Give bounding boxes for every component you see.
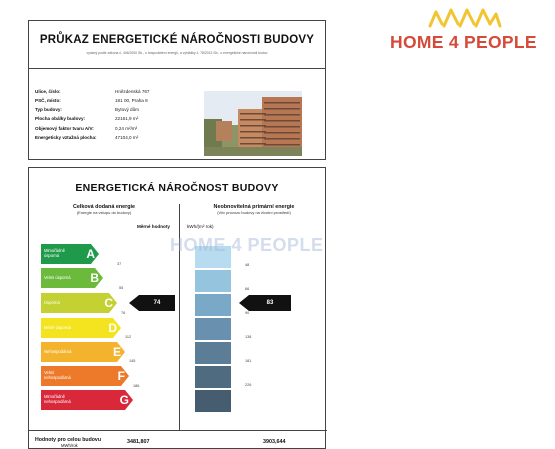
- band-f-label: Velmi nehospodárná: [44, 370, 71, 380]
- info-value: Bytový dům: [115, 107, 139, 112]
- band-c-label: Úsporná: [44, 299, 60, 305]
- totals-row: [29, 430, 327, 449]
- band-d-letter: D: [108, 321, 117, 335]
- right-tick: 66: [245, 287, 250, 291]
- crown-icon: [426, 6, 502, 30]
- energy-class-panel: [28, 167, 326, 449]
- band-d: [41, 318, 121, 338]
- band-b-label: Velmi úsporná: [44, 274, 71, 280]
- certificate-subtitle: vydaný podle zákona č. 406/2000 Sb., o hospodaření energií, a vyhlášky č. 78/2013 Sb., o energetické náročnosti budov: [86, 51, 268, 55]
- certificate-title: PRŮKAZ ENERGETICKÉ NÁROČNOSTI BUDOVY: [39, 34, 315, 46]
- band-d-label: Méně úsporná: [44, 324, 71, 330]
- right-band-7: [195, 390, 231, 412]
- info-label: PSČ, místo:: [35, 98, 61, 103]
- left-tick: 112: [125, 335, 132, 339]
- band-b: [41, 268, 103, 288]
- right-value-label: 83: [266, 300, 274, 306]
- left-tick: 37: [117, 262, 122, 266]
- info-value: 181 00, Praha 8: [115, 98, 148, 103]
- info-label: Typ budovy:: [35, 107, 62, 112]
- totals-unit: MWh/rok: [61, 443, 78, 448]
- info-value: Hnězdenská 767: [115, 89, 150, 94]
- info-value: 22161,9 m²: [115, 116, 139, 121]
- left-header-title: Celková dodaná energie: [72, 204, 135, 210]
- right-tick: 138: [245, 335, 252, 339]
- info-row-envelope-area: [35, 116, 138, 122]
- totals-label: [35, 437, 101, 449]
- logo-text: HOME 4 PEOPLE: [390, 32, 537, 52]
- unit-label: kWh/(m² rok): [187, 224, 214, 229]
- totals-label-text: Hodnoty pro celou budovu: [35, 437, 101, 443]
- info-value: 47104,0 m²: [115, 135, 139, 140]
- info-row-reference-area: [35, 135, 138, 141]
- band-e-letter: E: [112, 345, 121, 359]
- band-e-label: Nehospodárná: [44, 348, 72, 354]
- right-tick: 90: [245, 311, 250, 315]
- right-header-title: Neobnovitelná primární energie: [213, 204, 295, 210]
- right-tick: 181: [245, 359, 252, 363]
- band-c-letter: C: [104, 296, 113, 310]
- home4people-logo: [380, 4, 550, 60]
- right-tick: 48: [245, 263, 250, 267]
- left-total-value: 3481,807: [127, 439, 150, 445]
- band-c: [41, 293, 117, 313]
- right-total-value: 3903,644: [263, 439, 286, 445]
- band-f: [41, 366, 129, 386]
- section-title: ENERGETICKÁ NÁROČNOST BUDOVY: [75, 182, 279, 194]
- band-g: [41, 390, 133, 410]
- info-value: 0,24 m²/m³: [115, 126, 138, 131]
- band-g-label: Mimořádně nehospodárná: [44, 394, 71, 404]
- left-tick: 186: [133, 384, 140, 388]
- info-row-street: [35, 89, 149, 95]
- left-header-subtitle: (Energie na vstupu do budovy): [76, 210, 132, 215]
- building-info-panel: [28, 68, 326, 160]
- info-label: Objemový faktor tvaru A/V:: [35, 126, 94, 131]
- band-a-label: Mimořádně úsporná: [44, 248, 65, 258]
- building-photo: [204, 91, 302, 156]
- watermark: HOME 4 PEOPLE: [170, 235, 324, 255]
- info-label: Ulice, číslo:: [35, 89, 61, 94]
- left-value-label: 74: [153, 300, 161, 306]
- info-label: Energeticky vztažná plocha:: [35, 135, 97, 140]
- info-label: Plocha obálky budovy:: [35, 116, 86, 121]
- building-photo-illustration: [204, 91, 302, 156]
- left-tick: 55: [119, 286, 124, 290]
- band-f-letter: F: [117, 369, 125, 383]
- right-band-4: [195, 318, 231, 340]
- band-a-letter: A: [86, 247, 95, 261]
- info-row-postcode: [35, 98, 148, 104]
- band-a: [41, 244, 99, 264]
- info-row-shape-factor: [35, 126, 137, 132]
- right-band-5: [195, 342, 231, 364]
- right-header-subtitle: (Vliv provozu budovy na životní prostředí): [217, 210, 291, 215]
- specific-values-label: Měrné hodnoty: [137, 224, 170, 229]
- left-tick: 76: [121, 311, 126, 315]
- right-tick: 226: [245, 383, 252, 387]
- left-tick: 145: [129, 359, 136, 363]
- info-row-building-type: [35, 107, 139, 113]
- right-band-2: [195, 270, 231, 292]
- right-band-6: [195, 366, 231, 388]
- band-g-letter: G: [119, 393, 129, 407]
- energy-certificate: [28, 18, 326, 448]
- band-b-letter: B: [90, 271, 99, 285]
- band-e: [41, 342, 125, 362]
- right-band-3: [195, 294, 231, 316]
